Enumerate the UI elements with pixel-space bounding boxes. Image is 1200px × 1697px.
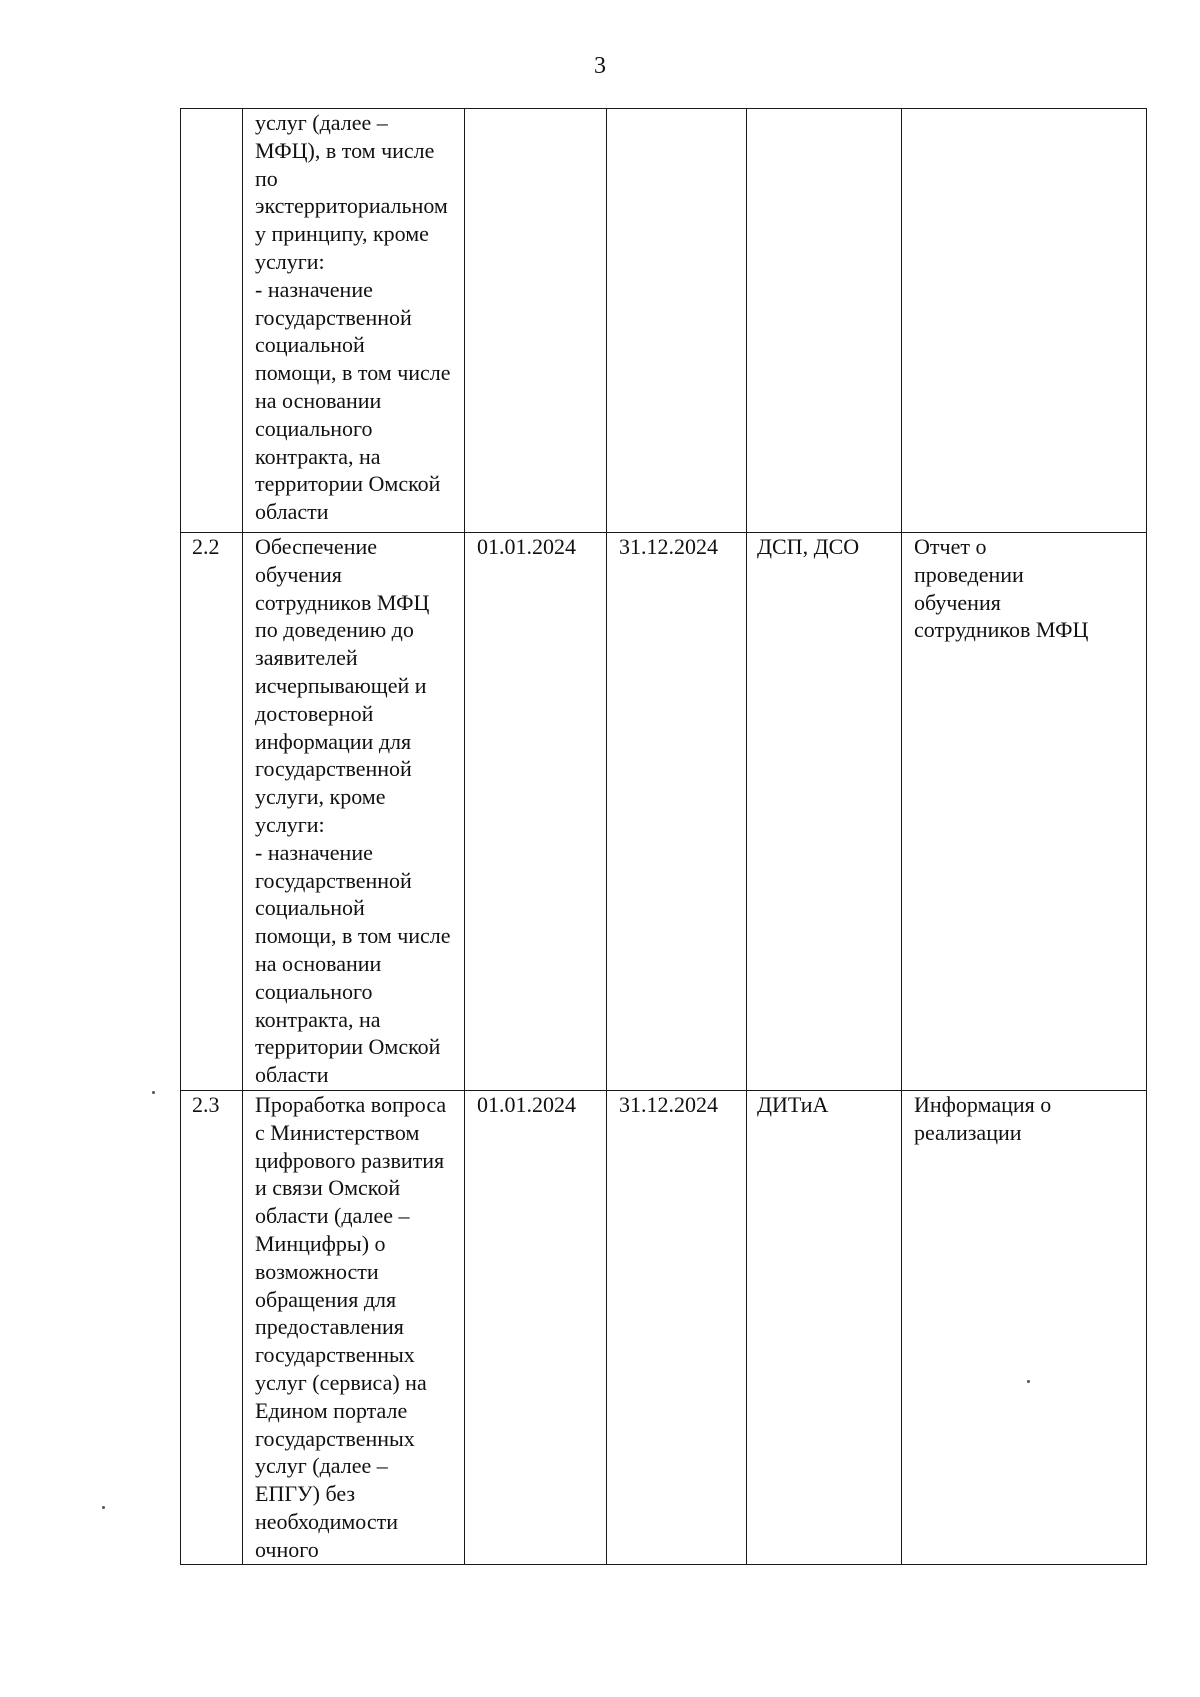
responsible-cell [747,109,902,533]
start-date-cell: 01.01.2024 [465,1091,607,1565]
scan-speck [1027,1380,1030,1383]
row-number-cell [181,109,243,533]
measure-name-cell: услуг (далее – МФЦ), в том числе по экстерриториальном у принципу, кроме услуги: - назначение государственной социальной помощи, в том числе на основании социального контракта, на территории Омской области [243,109,465,533]
table-row [181,109,1147,533]
end-date-cell [607,109,747,533]
end-date-cell: 31.12.2024 [607,533,747,1091]
responsible-cell: ДИТиА [747,1091,902,1565]
measure-name-cell: Проработка вопроса с Министерством цифрового развития и связи Омской области (далее – Минцифры) о возможности обращения для предоставления государственных услуг (сервиса) на Едином портале государственных услуг (далее – ЕПГУ) без необходимости очного [243,1091,465,1565]
start-date-cell: 01.01.2024 [465,533,607,1091]
table-row [181,1091,1147,1565]
row-number-cell: 2.2 [181,533,243,1091]
scan-speck [152,1091,155,1094]
page-number: 3 [594,53,606,79]
row-number-cell: 2.3 [181,1091,243,1565]
start-date-cell [465,109,607,533]
result-cell [902,109,1147,533]
responsible-cell: ДСП, ДСО [747,533,902,1091]
end-date-cell: 31.12.2024 [607,1091,747,1565]
result-cell: Информация о реализации [902,1091,1147,1565]
scan-speck [102,1506,105,1509]
table-row [181,533,1147,1091]
measures-table [180,108,1147,1565]
measure-name-cell: Обеспечение обучения сотрудников МФЦ по доведению до заявителей исчерпывающей и достоверной информации для государственной услуги, кроме услуги: - назначение государственной социальной помощи, в том числе на основании социального контракта, на территории Омской области [243,533,465,1091]
result-cell: Отчет о проведении обучения сотрудников МФЦ [902,533,1147,1091]
